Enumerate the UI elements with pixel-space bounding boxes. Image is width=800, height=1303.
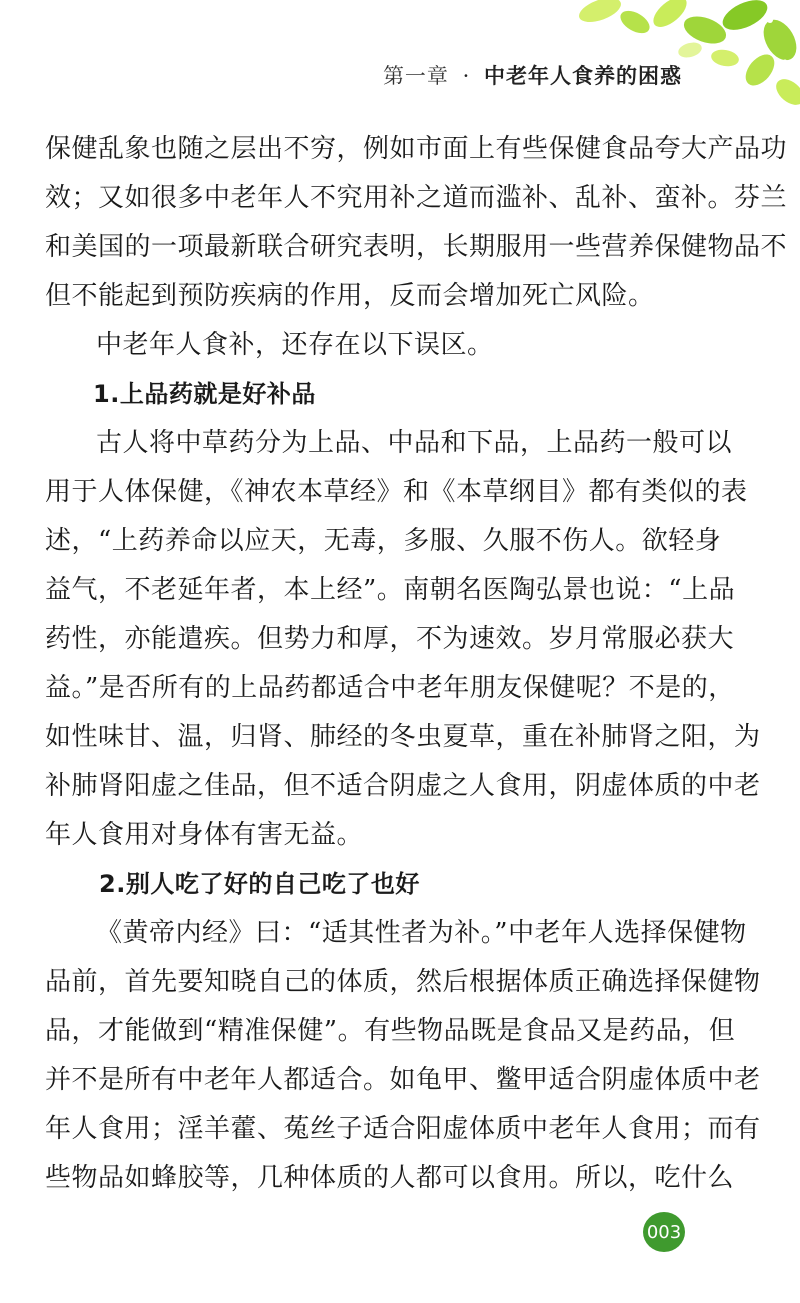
text-line: 年人食用对身体有害无益。 <box>45 820 364 850</box>
running-header <box>383 60 682 90</box>
text-line: 《黄帝内经》曰：“适其性者为补。”中老年人选择保健物 <box>96 918 747 948</box>
text-line: 和美国的一项最新联合研究表明，长期服用一些营养保健物品不 <box>45 232 788 262</box>
text-line: 保健乱象也随之层出不穷，例如市面上有些保健食品夸大产品功 <box>45 134 788 164</box>
text-line: 但不能起到预防疾病的作用，反而会增加死亡风险。 <box>45 281 655 311</box>
text-line: 品，才能做到“精准保健”。有些物品既是食品又是药品，但 <box>45 1016 736 1046</box>
text-line: 用于人体保健，《神农本草经》和《本草纲目》都有类似的表 <box>45 477 748 507</box>
chapter-number: 第一章 <box>382 64 449 88</box>
text-line: 益。”是否所有的上品药都适合中老年朋友保健呢？不是的， <box>45 673 735 703</box>
text-line: 中老年人食补，还存在以下误区。 <box>96 330 494 360</box>
text-line: 效；又如很多中老年人不究用补之道而滥补、乱补、蛮补。芬兰 <box>45 183 788 213</box>
section-heading: 1.上品药就是好补品 <box>93 380 316 408</box>
section-heading: 2.别人吃了好的自己吃了也好 <box>99 870 420 898</box>
text-line: 年人食用；淫羊藿、菟丝子适合阳虚体质中老年人食用；而有 <box>45 1114 761 1144</box>
text-line: 如性味甘、温，归肾、肺经的冬虫夏草，重在补肺肾之阳，为 <box>45 722 761 752</box>
text-line: 品前，首先要知晓自己的体质，然后根据体质正确选择保健物 <box>45 967 761 997</box>
text-line: 述，“上药养命以应天，无毒，多服、久服不伤人。欲轻身 <box>45 526 722 556</box>
text-line: 药性，亦能遣疾。但势力和厚，不为速效。岁月常服必获大 <box>45 624 735 654</box>
page-body <box>45 125 788 1203</box>
text-line: 补肺肾阳虚之佳品，但不适合阴虚之人食用，阴虚体质的中老 <box>45 771 761 801</box>
text-line: 并不是所有中老年人都适合。如龟甲、鳖甲适合阴虚体质中老 <box>45 1065 761 1095</box>
page-number-badge: 003 <box>643 1212 685 1252</box>
text-line: 益气，不老延年者，本上经”。南朝名医陶弘景也说：“上品 <box>45 575 736 605</box>
text-line: 古人将中草药分为上品、中品和下品，上品药一般可以 <box>96 428 733 458</box>
chapter-title: 中老年人食养的困惑 <box>484 64 682 88</box>
text-line: 些物品如蜂胶等，几种体质的人都可以食用。所以，吃什么 <box>45 1163 735 1193</box>
header-separator: · <box>462 64 471 88</box>
